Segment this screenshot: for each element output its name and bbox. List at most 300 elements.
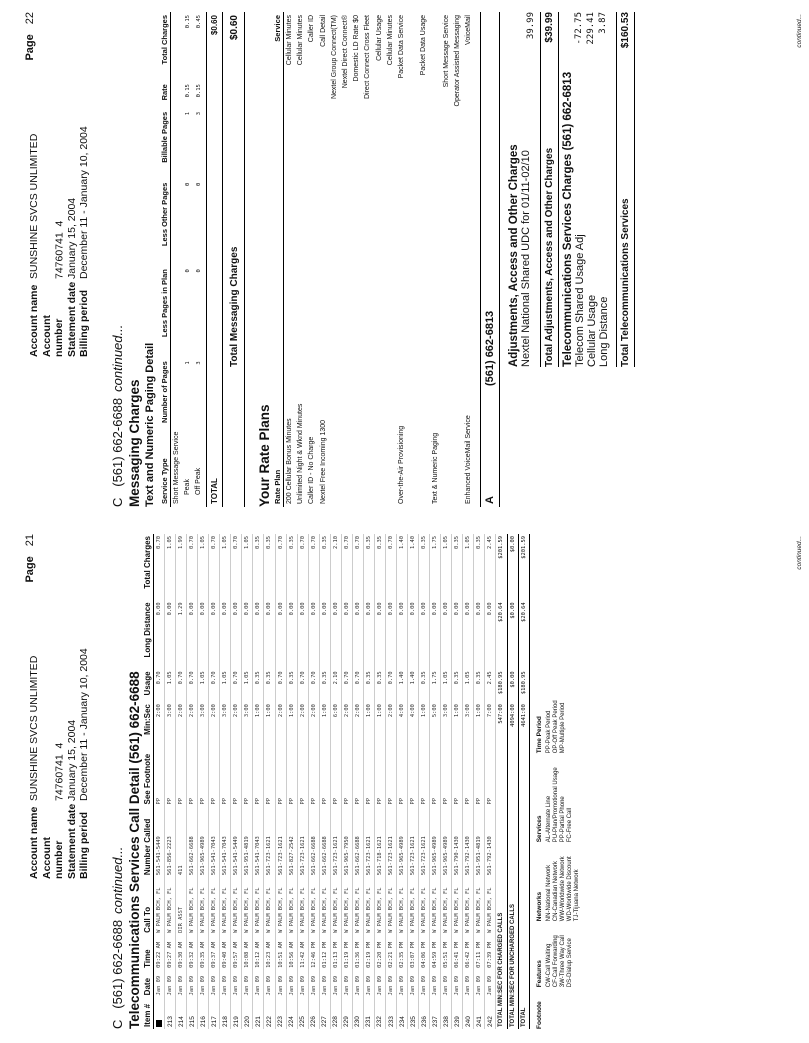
call-detail-cell: 1:00 — [419, 702, 430, 743]
total-minsec: 547:00 — [496, 702, 507, 743]
call-detail-cell: W PALM BCH, FL — [275, 877, 286, 935]
call-detail-cell: W PALM BCH, FL — [242, 877, 253, 935]
adjustments-title: Adjustments, Access and Other Charges — [508, 144, 521, 367]
messaging-charges-title: Messaging Charges — [127, 379, 142, 507]
call-detail-cell: 4:00 — [408, 702, 419, 743]
call-detail-cell: 2.10 — [330, 534, 341, 600]
table-row — [474, 534, 485, 1029]
call-detail-cell: 3:00 — [220, 702, 231, 743]
legend-entry: PP-Partial Phone — [559, 796, 566, 843]
paging-col-0: Service Type — [160, 443, 171, 507]
total-ld: $0.00 — [507, 600, 518, 669]
total-total: $201.59 — [518, 534, 529, 600]
call-detail-cell: 0.70 — [209, 534, 220, 600]
call-detail-cell: W PALM BCH, FL — [319, 877, 330, 935]
call-detail-cell: Jan 09 — [297, 970, 308, 997]
table-row — [165, 534, 176, 1029]
call-detail-cell: W PALM BCH, FL — [187, 877, 198, 935]
call-detail-cell: 0.35 — [253, 669, 264, 702]
call-detail-cell: PP — [341, 743, 352, 807]
call-detail-cell: 561-965-4989 — [397, 807, 408, 878]
telecom-total-row — [616, 12, 635, 367]
paging-col-1: Number of Pages — [160, 358, 171, 442]
rate-plan-service: Packet Data Usage — [420, 15, 428, 76]
call-detail-cell: Jan 09 — [165, 970, 176, 997]
call-detail-table — [142, 534, 530, 1029]
call-detail-cell: PP — [430, 743, 441, 807]
rate-plans-table — [272, 12, 474, 507]
call-detail-cell: 561-827-2542 — [286, 807, 297, 878]
legend-entry: WW-Worldwide Network — [559, 856, 566, 922]
call-detail-cell: 0.35 — [374, 669, 385, 702]
call-detail-cell: PP — [275, 743, 286, 807]
page-number-value: 21 — [24, 534, 36, 547]
table-row — [463, 534, 474, 1029]
call-detail-cell: 02:19 PM — [363, 935, 374, 970]
call-detail-cell: 0.00 — [341, 600, 352, 669]
list-item — [306, 12, 317, 507]
list-item — [340, 12, 351, 507]
table-row — [374, 534, 385, 1029]
section-heading — [110, 534, 125, 1029]
call-detail-cell: 0.35 — [452, 534, 463, 600]
telecom-total-value: $160.53 — [620, 12, 632, 49]
call-detail-cell: 1.05 — [242, 534, 253, 600]
call-detail-cell: W PALM BCH, FL — [154, 877, 165, 935]
call-detail-cell: PP — [319, 743, 330, 807]
call-detail-cell: Jan 09 — [485, 970, 496, 997]
telecom-row — [586, 12, 598, 367]
call-detail-cell: 1:00 — [319, 702, 330, 743]
call-detail-cell: 3:00 — [198, 702, 209, 743]
list-item — [284, 12, 296, 507]
call-detail-cell: PP — [452, 743, 463, 807]
account-number: 74760741 4 — [53, 742, 65, 801]
call-detail-cell: 0.00 — [275, 600, 286, 669]
call-detail-cell: W PALM BCH, FL — [452, 877, 463, 935]
call-detail-cell: Jan 09 — [198, 970, 209, 997]
call-detail-cell: 6:00 — [330, 702, 341, 743]
rate-plan-name — [441, 249, 452, 507]
call-detail-cell: 1.99 — [176, 534, 187, 600]
call-detail-cell: 1.40 — [397, 669, 408, 702]
call-detail-cell: 0.00 — [209, 600, 220, 669]
call-detail-cell: Jan 09 — [154, 970, 165, 997]
rate-plan-service: Short Message Service — [442, 15, 450, 88]
call-detail-cell: 01:36 PM — [352, 935, 363, 970]
rate-plan-name — [340, 249, 351, 507]
call-detail-cell: 2:00 — [385, 702, 396, 743]
telecom-row-label: Telecom Shared Usage Adj — [574, 234, 587, 367]
call-detail-cell: 561-723-1621 — [385, 807, 396, 878]
call-detail-cell: 0.00 — [154, 600, 165, 669]
table-row — [385, 534, 396, 1029]
call-detail-cell: 1.05 — [463, 669, 474, 702]
call-detail-cell: 2:00 — [341, 702, 352, 743]
call-detail-cell: W PALM BCH, FL — [397, 877, 408, 935]
call-detail-cell: 1.05 — [242, 669, 253, 702]
rate-plan-name — [362, 249, 373, 507]
call-detail-cell: PP — [419, 743, 430, 807]
call-detail-cell: 561-951-4819 — [242, 807, 253, 878]
subaccount-phone: (561) 662-6813 — [484, 310, 497, 387]
paging-group-label: Short Message Service — [173, 431, 180, 504]
call-detail-cell: 07:11 PM — [474, 935, 485, 970]
page-number-value: 22 — [24, 12, 36, 25]
call-detail-cell: W PALM BCH, FL — [165, 877, 176, 935]
call-detail-cell: 0.70 — [176, 669, 187, 702]
charges-summary — [508, 12, 635, 507]
call-detail-cell: 0.00 — [430, 600, 441, 669]
rate-plan-service: Operator Assisted Messaging — [453, 15, 461, 107]
call-detail-cell: 1.40 — [408, 669, 419, 702]
call-detail-cell: Jan 09 — [176, 970, 187, 997]
call-detail-cell: 234 — [397, 997, 408, 1029]
call-detail-cell: 0.00 — [198, 600, 209, 669]
page-header — [10, 534, 106, 1029]
call-detail-cell: Jan 09 — [308, 970, 319, 997]
rate-plan-name: Unlimited Night & Wknd Minutes — [297, 403, 305, 504]
total-row — [518, 534, 529, 1029]
call-detail-cell: W PALM BCH, FL — [374, 877, 385, 935]
call-detail-col-8: Long Distance — [142, 600, 154, 669]
call-detail-cell: 0.00 — [308, 600, 319, 669]
call-detail-cell: PP — [463, 743, 474, 807]
total-total: $0.00 — [507, 534, 518, 600]
call-detail-cell: W PALM BCH, FL — [352, 877, 363, 935]
call-detail-cell: 0.70 — [341, 669, 352, 702]
call-detail-cell: 561-723-1621 — [297, 807, 308, 878]
call-detail-cell: PP — [176, 743, 187, 807]
call-detail-cell: PP — [165, 743, 176, 807]
call-detail-cell: W PALM BCH, FL — [308, 877, 319, 935]
paging-col-3: Less Other Pages — [160, 180, 171, 266]
total-ld: $20.64 — [496, 600, 507, 669]
call-detail-cell: 0.00 — [330, 600, 341, 669]
call-detail-cell: 1:00 — [452, 702, 463, 743]
rate-plan-service: Caller ID — [308, 15, 316, 43]
page-number — [24, 534, 36, 583]
paging-group-row — [171, 12, 183, 507]
call-detail-cell: 0.35 — [419, 669, 430, 702]
call-detail-cell: 228 — [330, 997, 341, 1029]
rate-plan-name — [418, 249, 429, 507]
legend-entry: OP-Off Peak Period — [552, 700, 559, 754]
call-detail-cell: W PALM BCH, FL — [297, 877, 308, 935]
call-detail-cell: 561-951-4819 — [474, 807, 485, 878]
table-row — [341, 534, 352, 1029]
call-detail-cell: 07:39 PM — [485, 935, 496, 970]
call-detail-cell: 0.00 — [187, 600, 198, 669]
call-detail-cell: 0.00 — [463, 600, 474, 669]
call-detail-cell: 09:32 AM — [187, 935, 198, 970]
continued-label: continued... — [110, 324, 125, 392]
list-item — [396, 12, 407, 507]
service-header: Service — [272, 12, 284, 249]
legend-time-period — [536, 700, 581, 753]
call-detail-cell: 2:00 — [297, 702, 308, 743]
list-item — [463, 12, 474, 507]
call-detail-cell: 561-965-4989 — [441, 807, 452, 878]
rate-plan-service: Packet Data Service — [397, 15, 405, 79]
call-detail-cell: 240 — [463, 997, 474, 1029]
call-detail-cell: PP — [374, 743, 385, 807]
list-item — [374, 12, 385, 507]
call-detail-cell: 217 — [209, 997, 220, 1029]
continued-label: continued... — [110, 846, 125, 914]
table-row — [242, 534, 253, 1029]
call-detail-title: Telecommunications Services Call Detail (561) 662-6688 — [127, 671, 142, 1029]
paging-cell: 0.15 — [184, 15, 191, 29]
call-detail-cell: 05:51 PM — [441, 935, 452, 970]
call-detail-cell: 0.00 — [297, 600, 308, 669]
rate-plan-name — [374, 249, 385, 507]
call-detail-cell: PP — [154, 743, 165, 807]
call-detail-cell: 561-662-6688 — [352, 807, 363, 878]
call-detail-cell: 0.00 — [419, 600, 430, 669]
call-detail-cell: Jan 09 — [374, 970, 385, 997]
call-detail-cell: Jan 09 — [463, 970, 474, 997]
telecom-rows — [574, 12, 610, 367]
table-row — [363, 534, 374, 1029]
call-detail-cell: 1.75 — [430, 669, 441, 702]
call-detail-cell: 09:40 AM — [220, 935, 231, 970]
call-detail-cell: 0.70 — [275, 534, 286, 600]
call-detail-col-3: Call To — [142, 877, 154, 935]
adjustments-total-value: $39.99 — [544, 12, 556, 43]
call-detail-cell: Jan 09 — [452, 970, 463, 997]
call-detail-cell: Jan 09 — [187, 970, 198, 997]
call-detail-cell: 1.05 — [165, 534, 176, 600]
call-detail-cell: 1.75 — [430, 534, 441, 600]
call-detail-col-0: Item # — [142, 997, 154, 1029]
call-detail-cell: 0.70 — [385, 534, 396, 600]
call-detail-cell: 238 — [441, 997, 452, 1029]
page-22 — [0, 0, 809, 521]
call-detail-cell: PP — [385, 743, 396, 807]
call-detail-cell: 561-792-1430 — [485, 807, 496, 878]
table-row — [352, 534, 363, 1029]
billing-period: December 11 - January 10, 2004 — [78, 648, 90, 801]
legend-entry: NN-National Network — [545, 864, 552, 922]
call-detail-cell: 0.70 — [308, 669, 319, 702]
paging-cell: 0 — [184, 269, 191, 273]
call-detail-cell: 224 — [286, 997, 297, 1029]
call-detail-col-2: Time — [142, 935, 154, 970]
page-number — [24, 12, 36, 61]
call-detail-cell: PP — [330, 743, 341, 807]
call-detail-cell: 561-662-6688 — [319, 807, 330, 878]
adjustment-line — [520, 12, 536, 367]
call-detail-cell: 0.70 — [275, 669, 286, 702]
call-detail-cell: 561-790-1430 — [452, 807, 463, 878]
telecom-total-label: Total Telecommunications Services — [620, 198, 632, 367]
legend-entry: DS-Dialup Service — [566, 938, 573, 988]
call-detail-cell: Jan 09 — [330, 970, 341, 997]
list-item — [295, 12, 306, 507]
call-detail-cell: PP — [485, 743, 496, 807]
call-detail-cell: 2:00 — [187, 702, 198, 743]
call-detail-cell: 215 — [187, 997, 198, 1029]
call-detail-cell: 561-662-6688 — [308, 807, 319, 878]
call-detail-cell: Jan 09 — [474, 970, 485, 997]
call-detail-cell: 02:35 PM — [397, 935, 408, 970]
call-detail-cell: PP — [397, 743, 408, 807]
rate-plan-name — [385, 249, 396, 507]
rate-plan-service: Cellular Minutes — [297, 15, 305, 66]
legend-entry: FC-Free Call — [566, 807, 573, 843]
call-detail-cell: W PALM BCH, FL — [330, 877, 341, 935]
call-detail-cell: 227 — [319, 997, 330, 1029]
call-detail-cell: 06:41 PM — [452, 935, 463, 970]
telecom-row-label: Cellular Usage — [586, 294, 599, 367]
call-detail-cell: W PALM BCH, FL — [198, 877, 209, 935]
call-detail-cell: 216 — [198, 997, 209, 1029]
call-detail-cell: 223 — [275, 997, 286, 1029]
call-detail-cell: 1.40 — [408, 534, 419, 600]
call-detail-cell: PP — [308, 743, 319, 807]
paging-total-label: TOTAL — [210, 478, 219, 504]
call-detail-cell: 10:56 AM — [286, 935, 297, 970]
call-detail-cell: 0.35 — [319, 669, 330, 702]
call-detail-cell: 561-723-1621 — [408, 807, 419, 878]
call-detail-cell: Jan 09 — [209, 970, 220, 997]
table-row — [452, 534, 463, 1029]
rate-plan-name: 200 Cellular Bonus Minutes — [286, 418, 294, 504]
call-detail-cell: PP — [474, 743, 485, 807]
call-detail-cell: 0.70 — [297, 669, 308, 702]
continued-footer: continued... — [796, 14, 803, 48]
paging-col-4: Billable Pages — [160, 109, 171, 180]
paging-col-5: Rate — [160, 81, 171, 109]
call-detail-cell: 1.05 — [441, 534, 452, 600]
call-detail-cell: 0.00 — [441, 600, 452, 669]
table-row — [253, 534, 264, 1029]
call-detail-cell: 02:20 PM — [374, 935, 385, 970]
call-detail-cell: 2.45 — [485, 669, 496, 702]
call-detail-cell: PP — [231, 743, 242, 807]
call-detail-cell: Jan 09 — [275, 970, 286, 997]
call-detail-cell: 1.05 — [198, 534, 209, 600]
statement-date-label: Statement date — [65, 281, 78, 357]
call-detail-cell: 561-541-5449 — [231, 807, 242, 878]
total-ld: $20.64 — [518, 600, 529, 669]
call-detail-cell: 1.05 — [198, 669, 209, 702]
legend-entry: CN-Canadian Network — [552, 861, 559, 922]
call-detail-cell: W PALM BCH, FL — [363, 877, 374, 935]
call-detail-cell: 231 — [363, 997, 374, 1029]
call-detail-cell: 561-541-7043 — [253, 807, 264, 878]
call-detail-cell: 0.35 — [286, 534, 297, 600]
call-detail-cell: 12:46 PM — [308, 935, 319, 970]
table-row — [441, 534, 452, 1029]
paging-cell: 0.15 — [184, 84, 191, 98]
call-detail-cell: 09:22 AM — [154, 935, 165, 970]
call-detail-cell: 0.70 — [352, 534, 363, 600]
rate-plan-header: Rate Plan — [272, 249, 284, 507]
call-detail-cell: 561-718-1621 — [374, 807, 385, 878]
call-detail-cell: PP — [242, 743, 253, 807]
call-detail-cell: 229 — [341, 997, 352, 1029]
call-detail-header-row — [142, 534, 154, 1029]
messaging-total-label: Total Messaging Charges — [229, 246, 240, 367]
adjustments-total-label: Total Adjustments, Access and Other Charges — [544, 147, 556, 367]
adjustment-line-amount: 39.99 — [526, 12, 537, 40]
telecom-row-amount: 229.41 — [586, 12, 597, 45]
table-row — [193, 12, 204, 507]
paging-cell: 3 — [195, 111, 202, 116]
table-row — [231, 534, 242, 1029]
call-detail-col-7: Usage — [142, 669, 154, 702]
rate-plans-title: Your Rate Plans — [257, 404, 272, 507]
account-number-label: Account number — [40, 837, 65, 879]
call-detail-cell: 0.00 — [220, 600, 231, 669]
list-item — [362, 12, 373, 507]
rate-plan-service: Cellular Usage — [375, 15, 383, 61]
section-letter: C — [110, 1019, 125, 1029]
paging-cell: 0 — [184, 182, 191, 187]
call-detail-cell: 0.00 — [385, 600, 396, 669]
account-name-label: Account name — [28, 284, 40, 357]
call-detail-cell: 0.35 — [264, 669, 275, 702]
table-row — [275, 534, 286, 1029]
call-detail-cell: 0.35 — [264, 534, 275, 600]
call-detail-cell: 0.00 — [374, 600, 385, 669]
call-detail-cell: PP — [253, 743, 264, 807]
call-detail-cell: W PALM BCH, FL — [485, 877, 496, 935]
call-detail-cell: Jan 09 — [352, 970, 363, 997]
account-name-label: Account name — [28, 806, 40, 879]
call-detail-cell: 03:07 PM — [408, 935, 419, 970]
footnote-legend — [536, 534, 581, 1029]
section-phone: (561) 662-6688 — [110, 919, 125, 1009]
call-detail-cell: 0.70 — [341, 534, 352, 600]
legend-networks — [536, 856, 581, 921]
page-header — [10, 12, 106, 507]
call-detail-cell: W PALM BCH, FL — [341, 877, 352, 935]
call-detail-cell: 1.05 — [220, 669, 231, 702]
call-detail-cell: 0.00 — [165, 600, 176, 669]
call-detail-cell — [154, 997, 165, 1029]
call-detail-cell: 0.35 — [286, 669, 297, 702]
list-item — [329, 12, 340, 507]
call-detail-cell: 2:00 — [209, 702, 220, 743]
call-detail-cell: Jan 09 — [220, 970, 231, 997]
telecom-row — [598, 12, 610, 367]
rate-plan-service: Direct Connect Cross Fleet — [364, 15, 372, 100]
legend-entry: TJ-Tijuana Network — [573, 869, 580, 922]
legend-services-title: Services — [535, 815, 543, 843]
table-row — [308, 534, 319, 1029]
call-detail-cell: 10:08 AM — [242, 935, 253, 970]
call-detail-cell: 0.00 — [363, 600, 374, 669]
call-detail-cell: 01:13 PM — [330, 935, 341, 970]
call-detail-cell: 10:23 AM — [264, 935, 275, 970]
section-phone: (561) 662-6688 — [110, 397, 125, 487]
list-item — [441, 12, 452, 507]
call-detail-cell: 0.00 — [352, 600, 363, 669]
call-detail-cell: 11:42 AM — [297, 935, 308, 970]
call-detail-cell: 1.05 — [463, 534, 474, 600]
call-detail-cell: 2.10 — [330, 669, 341, 702]
call-detail-cell: 0.70 — [209, 669, 220, 702]
call-detail-cell: W PALM BCH, FL — [231, 877, 242, 935]
messaging-total-value: $0.60 — [229, 15, 240, 41]
rate-plan-service: Cellular Minutes — [386, 15, 394, 66]
section-letter: C — [110, 497, 125, 507]
call-detail-cell: 01:12 PM — [319, 935, 330, 970]
call-detail-cell: W PALM BCH, FL — [385, 877, 396, 935]
